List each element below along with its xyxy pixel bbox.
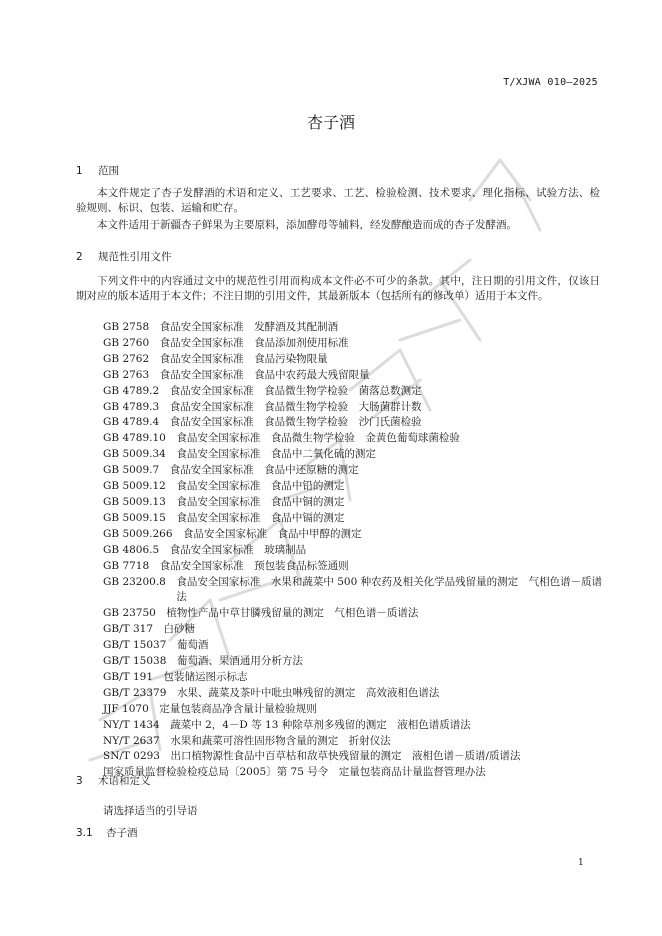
list-item <box>103 686 603 702</box>
list-item <box>103 511 603 527</box>
reference-code: GB 7718 <box>103 559 150 572</box>
list-item <box>103 638 603 654</box>
section-title: 范围 <box>98 165 119 177</box>
reference-title: 食品安全国家标准 食品中甲醇的测定 <box>183 527 362 540</box>
list-item <box>103 384 603 400</box>
list-item <box>103 543 603 559</box>
reference-title: 食品安全国家标准 食品中铜的测定 <box>176 495 345 508</box>
reference-title: 食品安全国家标准 食品中二氧化硫的测定 <box>176 448 376 461</box>
section-heading-references <box>76 249 172 264</box>
page-title: 杏子酒 <box>306 113 355 132</box>
document-id: T/XJWA 010—2025 <box>503 77 598 88</box>
list-item <box>103 400 603 416</box>
reference-code: GB 4789.4 <box>103 416 160 429</box>
reference-title: 植物性产品中草甘膦残留量的测定 气相色谱－质谱法 <box>166 607 419 620</box>
reference-code: NY/T 1434 <box>103 718 160 731</box>
list-item <box>103 447 603 463</box>
reference-code: GB/T 191 <box>103 670 154 683</box>
reference-title: 葡萄酒 <box>176 639 209 652</box>
list-item <box>103 749 603 765</box>
reference-code: GB 2763 <box>103 368 150 381</box>
list-item <box>103 702 603 718</box>
reference-title: 食品安全国家标准 食品添加剂使用标准 <box>159 336 349 349</box>
reference-code: GB 5009.15 <box>103 511 166 524</box>
reference-title: 白砂糖 <box>163 623 196 636</box>
reference-code: JJF 1070 <box>103 702 149 715</box>
guide-text: 请选择适当的引导语 <box>103 805 198 817</box>
reference-title: 水果、蔬菜及茶叶中吡虫啉残留的测定 高效液相色谱法 <box>176 686 440 699</box>
reference-code: GB 4789.2 <box>103 384 160 397</box>
list-item <box>103 606 603 622</box>
list-item <box>103 575 603 607</box>
list-item <box>103 718 603 734</box>
list-item <box>103 463 603 479</box>
subsection-number: 3.1 <box>76 827 93 839</box>
reference-code: GB 4789.3 <box>103 400 160 413</box>
section-number: 1 <box>76 165 83 177</box>
list-item <box>103 734 603 750</box>
reference-code: SN/T 0293 <box>103 750 160 763</box>
reference-code: GB 5009.12 <box>103 480 166 493</box>
reference-title: 水果和蔬菜可溶性固形物含量的测定 折射仪法 <box>170 734 391 747</box>
list-item <box>103 559 603 575</box>
reference-code: GB/T 317 <box>103 623 154 636</box>
list-item <box>103 431 603 447</box>
reference-title: 食品安全国家标准 食品中镉的测定 <box>176 511 345 524</box>
list-item <box>103 320 603 336</box>
paragraph: 本文件规定了杏子发酵酒的术语和定义、工艺要求、工艺、检验检测、技术要求、理化指标、试验方法、检验规则、标识、包装、运输和贮存。 <box>76 187 600 214</box>
reference-code: GB 5009.34 <box>103 448 166 461</box>
list-item <box>103 415 603 431</box>
paragraph: 本文件适用于新疆杏子鲜果为主要原料，添加酵母等辅料，经发酵酿造而成的杏子发酵酒。 <box>97 219 517 231</box>
reference-title: 食品安全国家标准 食品中农药最大残留限量 <box>159 368 370 381</box>
reference-code: GB 23750 <box>103 607 156 620</box>
reference-code: GB 5009.13 <box>103 495 166 508</box>
reference-title: 食品安全国家标准 食品中铅的测定 <box>176 480 345 493</box>
reference-code: GB 5009.7 <box>103 464 160 477</box>
reference-title: 食品安全国家标准 水果和蔬菜中 500 种农药及相关化学品残留量的测定 气相色谱－质谱法 <box>176 575 603 604</box>
list-item <box>103 670 603 686</box>
reference-code: GB 2758 <box>103 321 150 333</box>
reference-title: 葡萄酒、果酒通用分析方法 <box>176 655 303 668</box>
reference-code: GB/T 15038 <box>103 655 167 668</box>
reference-code: GB/T 15037 <box>103 639 167 652</box>
section-heading-terms <box>76 773 151 788</box>
list-item <box>103 765 603 781</box>
section-heading-scope <box>76 163 119 178</box>
reference-code: GB 2762 <box>103 352 150 365</box>
list-item <box>103 654 603 670</box>
reference-title: 食品安全国家标准 食品微生物学检验 菌落总数测定 <box>169 384 422 397</box>
reference-title: 蔬菜中 2，4－D 等 13 种除草剂多残留的测定 液相色谱质谱法 <box>170 718 471 731</box>
reference-code: GB 4789.10 <box>103 432 166 445</box>
reference-list <box>103 320 603 781</box>
reference-code: GB 5009.266 <box>103 527 173 540</box>
section-title: 术语和定义 <box>98 775 151 787</box>
subsection-heading <box>76 825 138 840</box>
subsection-title: 杏子酒 <box>106 827 138 839</box>
section-number: 2 <box>76 251 83 263</box>
list-item <box>103 622 603 638</box>
reference-title: 国家质量监督检验检疫总局〔2005〕第 75 号令 定量包装商品计量监督管理办法 <box>103 766 486 779</box>
reference-title: 出口植物源性食品中百草枯和敌草快残留量的测定 液相色谱－质谱/质谱法 <box>170 750 521 763</box>
paragraph: 下列文件中的内容通过文中的规范性引用而构成本文件必不可少的条款。其中，注日期的引用文件，仅该日期对应的版本适用于本文件；不注日期的引用文件，其最新版本（包括所有的修改单）适用于本文件。 <box>76 275 600 302</box>
reference-code: GB 23200.8 <box>103 575 166 588</box>
reference-title: 食品安全国家标准 玻璃制品 <box>169 543 307 556</box>
reference-title: 食品安全国家标准 食品微生物学检验 金黄色葡萄球菌检验 <box>176 432 460 445</box>
list-item <box>103 495 603 511</box>
reference-code: GB/T 23379 <box>103 686 167 699</box>
reference-title: 食品安全国家标准 食品中还原糖的测定 <box>169 464 359 477</box>
list-item <box>103 368 603 384</box>
section-number: 3 <box>76 775 83 787</box>
section-title: 规范性引用文件 <box>98 251 172 263</box>
reference-title: 定量包装商品净含量计量检验规则 <box>159 702 317 715</box>
reference-title: 食品安全国家标准 食品微生物学检验 沙门氏菌检验 <box>169 416 422 429</box>
list-item <box>103 479 603 495</box>
reference-title: 包装储运图示标志 <box>163 670 248 683</box>
list-item <box>103 336 603 352</box>
reference-code: GB 4806.5 <box>103 543 160 556</box>
reference-title: 食品安全国家标准 预包装食品标签通则 <box>159 559 349 572</box>
reference-code: NY/T 2637 <box>103 734 160 747</box>
reference-title: 食品安全国家标准 发酵酒及其配制酒 <box>159 321 339 333</box>
reference-code: GB 2760 <box>103 336 150 349</box>
list-item <box>103 352 603 368</box>
reference-title: 食品安全国家标准 食品污染物限量 <box>159 352 328 365</box>
reference-title: 食品安全国家标准 食品微生物学检验 大肠菌群计数 <box>169 400 422 413</box>
page-number: 1 <box>578 858 584 868</box>
list-item <box>103 527 603 543</box>
